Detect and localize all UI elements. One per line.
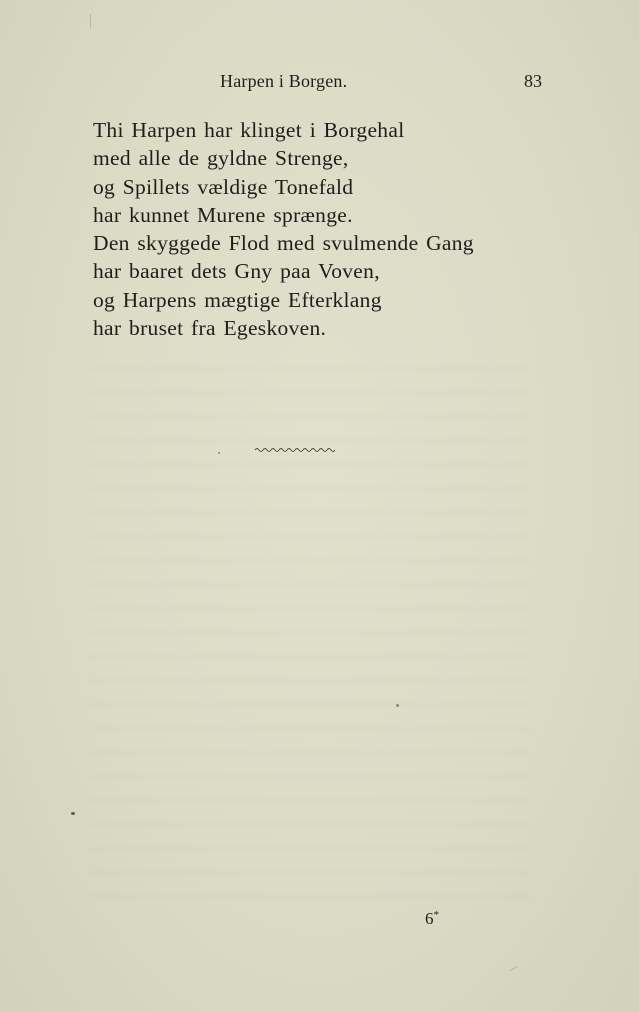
poem-line: har baaret dets Gny paa Voven, (93, 259, 380, 284)
poem-line: med alle de gyldne Strenge, (93, 146, 349, 171)
poem-line: har bruset fra Egeskoven. (93, 316, 327, 341)
paper-speck (71, 812, 75, 815)
signature-mark (425, 904, 439, 930)
signature-asterisk: * (433, 909, 439, 921)
paper-speck (396, 704, 399, 707)
page-number: 83 (524, 71, 542, 91)
poem-line: og Spillets vældige Tonefald (93, 174, 354, 199)
poem-line: og Harpens mægtige Efterklang (93, 287, 382, 312)
paper-speck (90, 14, 91, 28)
running-title: Harpen i Borgen. (220, 71, 348, 91)
paper-speck (218, 452, 220, 454)
paper-speck (510, 966, 517, 971)
running-head (0, 68, 639, 94)
signature-number: 6 (425, 909, 434, 928)
poem-line: Thi Harpen har klinget i Borgehal (93, 118, 405, 142)
poem-stanza (93, 116, 533, 342)
poem-line: Den skyggede Flod med svulmende Gang (93, 231, 474, 256)
poem-line: har kunnet Murene sprænge. (93, 202, 353, 227)
wavy-rule-icon (254, 444, 336, 456)
